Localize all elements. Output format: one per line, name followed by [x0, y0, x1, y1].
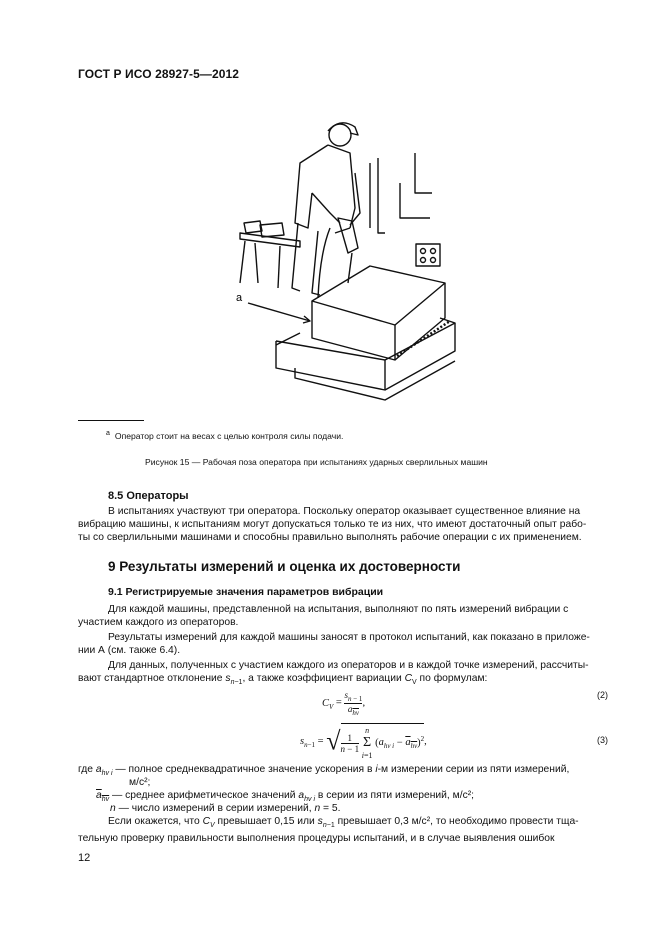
formula-2: $C_V$ = $s_{n - 1}$ $a_{hv}$ , [322, 690, 366, 717]
para-line: вибрацию машины, к испытаниям могут допускаться только те из них, что имеют достаточный опыт рабо- [78, 519, 587, 530]
figure-footnote [106, 430, 343, 441]
figure-caption: Рисунок 15 — Рабочая поза оператора при испытаниях ударных сверлильных машин [145, 457, 488, 467]
section-8-5-heading: 8.5 Операторы [108, 490, 189, 502]
para-line: В испытаниях участвуют три оператора. Поскольку оператор оказывает существенное влияние на [108, 506, 581, 517]
text-span: = 5. [320, 803, 341, 814]
para-line: участием каждого из операторов. [78, 617, 239, 628]
operator-drilling-illustration [200, 113, 460, 413]
definition-n: n — число измерений в серии измерений, n = 5. [110, 803, 341, 814]
para-line: Для данных, полученных с участием каждого из операторов и в каждой точке измерений, рассчиты- [108, 660, 589, 671]
section-9-heading: 9 Результаты измерений и оценка их достоверности [108, 559, 461, 574]
equation-number-3: (3) [597, 735, 608, 745]
text-span: вают стандартное отклонение [78, 673, 226, 684]
section-9-1-p2 [78, 631, 611, 657]
document-header: ГОСТ Р ИСО 28927-5—2012 [78, 67, 240, 81]
figure-label-a: а [236, 292, 243, 304]
text-span: , а также коэффициент вариации [242, 673, 405, 684]
para-line: ты со сверлильными машинами и способны правильно выполнять рабочие операции с их применением. [78, 532, 582, 543]
text-span: Если окажется, что [108, 816, 203, 827]
text-span: где [78, 764, 96, 775]
text-span: превышает 0,3 м/с², то необходимо провести тща- [334, 816, 579, 827]
section-9-1-heading: 9.1 Регистрируемые значения параметров вибрации [108, 586, 384, 598]
text-span: в серии из пяти измерений, м/с²; [315, 790, 475, 801]
section-9-1-p3: Для данных, полученных с участием каждого из операторов и в каждой точке измерений, рассчиты- вают стандартное отклонение $s_{n-1}$, а также коэффициент вариации $C_V$ по формулам: [78, 660, 589, 687]
section-8-5-paragraph [78, 505, 611, 544]
definition-a-hvi-unit: м/с²; [129, 777, 151, 788]
text-span: — полное среднеквадратичное значение ускорения в [112, 764, 376, 775]
definition-a-hvi: где $a_{hv i}$ — полное среднеквадратичное значение ускорения в i-м измерении серии из пяти измерений, [78, 764, 570, 778]
equation-number-2: (2) [597, 690, 608, 700]
footnote-marker: а [106, 430, 110, 437]
para-line: Для каждой машины, представленной на испытания, выполняют по пять измерений вибрации с [108, 604, 569, 615]
text-span: — среднее арифметическое значений [109, 790, 299, 801]
text-span: -м измерении серии из пяти измерений, [377, 764, 570, 775]
formula-3: $s_{n-1}$ = √ $\frac{1}{n - 1}$ n Σ i=1 $(a_{hv i} - a_{hv})^2$, [300, 723, 427, 760]
text-span: — число измерений в серии измерений, [115, 803, 315, 814]
definition-a-hv-mean: $a_{hv}$ — среднее арифметическое значений $a_{hv i}$ в серии из пяти измерений, м/с²; [96, 790, 475, 804]
para-line: Результаты измерений для каждой машины заносят в протокол испытаний, как показано в приложе- [108, 632, 590, 643]
footnote-text: Оператор стоит на весах с целью контроля силы подачи. [114, 431, 344, 441]
footnote-rule [78, 420, 144, 421]
page-number: 12 [78, 852, 91, 864]
text-span: превышает 0,15 или [214, 816, 318, 827]
section-9-1-p1 [78, 603, 611, 629]
para-line: нии А (см. также 6.4). [78, 645, 181, 656]
para-line: тельную проверку правильности выполнения процедуры испытаний, и в случае выявления ошибок [78, 833, 555, 845]
section-9-1-p4: Если окажется, что $C_V$ превышает 0,15 или $s_{n-1}$ превышает 0,3 м/с², то необходимо провести тща- тельную проверку правильности выполнения процедуры испытаний, и в случае выявления ошибок [78, 815, 611, 845]
text-span: по формулам: [416, 673, 488, 684]
